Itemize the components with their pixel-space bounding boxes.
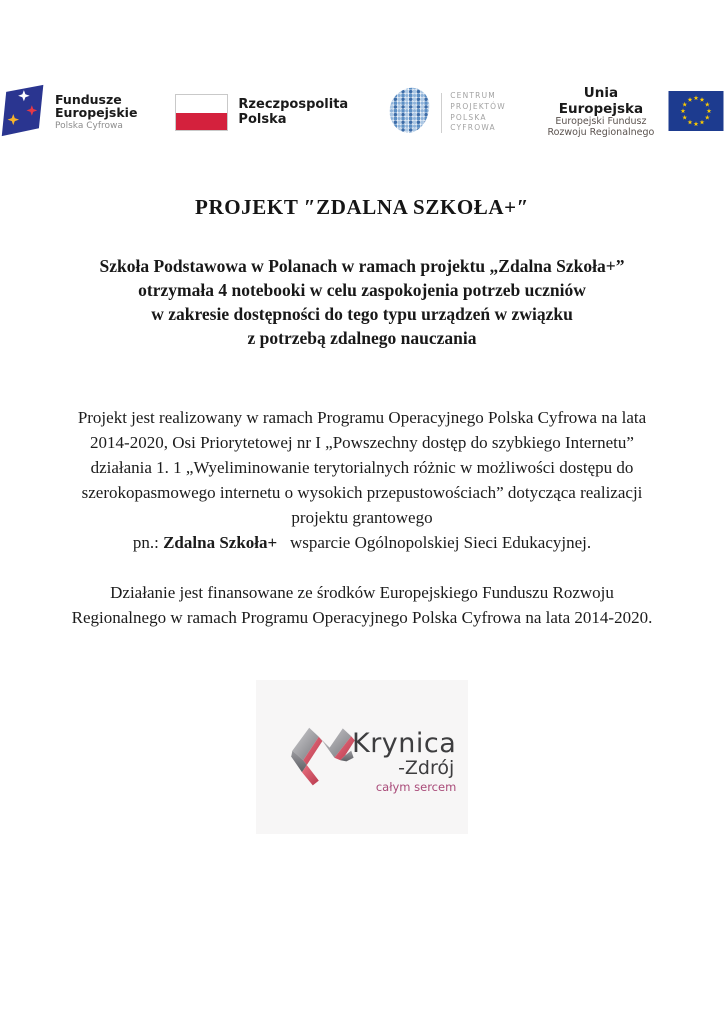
unia-line3: Rozwoju Regionalnego bbox=[547, 127, 655, 139]
page-title: PROJEKT ″ZDALNA SZKOŁA+″ bbox=[195, 195, 529, 219]
krynica-heart-icon bbox=[284, 710, 362, 806]
centrum-line3: POLSKA bbox=[450, 112, 487, 122]
krynica-wordmark bbox=[352, 728, 456, 794]
intro-paragraph bbox=[0, 254, 724, 350]
body-paragraph-2 bbox=[0, 580, 724, 630]
pn-prefix: pn.: bbox=[132, 533, 164, 552]
unia-line1: Unia Europejska bbox=[558, 85, 644, 117]
centrum-line4: CYFROWA bbox=[450, 123, 496, 133]
logo-fundusze-europejskie bbox=[0, 82, 137, 143]
centrum-label bbox=[450, 91, 506, 135]
pn-suffix: wsparcie Ogólnopolskiej Sieci Edukacyjnej. bbox=[277, 533, 592, 552]
intro-line: z potrzebą zdalnego nauczania bbox=[247, 328, 477, 348]
paragraph-line: szerokopasmowego internetu o wysokich przepustowościach” dotycząca realizacji bbox=[81, 483, 643, 502]
paragraph-line: Regionalnego w ramach Programu Operacyjnego Polska Cyfrowa na lata 2014-2020. bbox=[71, 608, 653, 627]
logo-divider bbox=[441, 93, 442, 133]
rzeczpospolita-line2: Polska bbox=[238, 111, 287, 127]
logo-rzeczpospolita-polska bbox=[175, 94, 348, 131]
krynica-tagline: całym sercem bbox=[375, 780, 457, 794]
poland-mosaic-icon bbox=[386, 86, 432, 140]
fundusze-line2: Europejskie bbox=[55, 105, 138, 121]
paragraph-line: 2014-2020, Osi Priorytetowej nr I „Powszechny dostęp do szybkiego Internetu” bbox=[90, 433, 634, 452]
intro-line: w zakresie dostępności do tego typu urządzeń w związku bbox=[151, 304, 573, 324]
unia-label bbox=[544, 86, 658, 139]
header-logos bbox=[0, 0, 724, 143]
paragraph-line: projektu grantowego bbox=[291, 508, 433, 527]
krynica-name: Krynica bbox=[352, 728, 457, 759]
project-name-bold: Zdalna Szkoła+ bbox=[163, 533, 278, 552]
centrum-line1: CENTRUM bbox=[450, 90, 496, 100]
fundusze-europejskie-label bbox=[55, 93, 137, 132]
logo-unia-europejska bbox=[544, 86, 724, 139]
paragraph-line: Projekt jest realizowany w ramach Programu Operacyjnego Polska Cyfrowa na lata bbox=[77, 408, 647, 427]
eu-flag-icon bbox=[668, 91, 724, 135]
paragraph-line: działania 1. 1 „Wyeliminowanie terytorialnych różnic w możliwości dostępu do bbox=[90, 458, 634, 477]
intro-line: otrzymała 4 notebooki w celu zaspokojenia potrzeb uczniów bbox=[138, 280, 586, 300]
body-paragraph-1 bbox=[0, 405, 724, 555]
fundusze-europejskie-flag-icon bbox=[0, 82, 46, 143]
logo-centrum-projektow bbox=[386, 86, 506, 140]
unia-line2: Europejski Fundusz bbox=[555, 116, 647, 128]
rzeczpospolita-label bbox=[238, 98, 348, 127]
centrum-line2: PROJEKTÓW bbox=[450, 101, 506, 111]
fundusze-line1: Fundusze bbox=[55, 92, 122, 108]
poland-flag-icon bbox=[175, 94, 228, 131]
paragraph-line: Działanie jest finansowane ze środków Europejskiego Funduszu Rozwoju bbox=[110, 583, 614, 602]
krynica-zdroj-logo bbox=[256, 680, 468, 834]
intro-line: Szkoła Podstawowa w Polanach w ramach projektu „Zdalna Szkoła+” bbox=[99, 256, 625, 276]
krynica-suffix: -Zdrój bbox=[398, 757, 455, 779]
rzeczpospolita-line1: Rzeczpospolita bbox=[238, 97, 349, 113]
project-name-line bbox=[0, 530, 724, 555]
fundusze-subtitle: Polska Cyfrowa bbox=[55, 121, 123, 132]
